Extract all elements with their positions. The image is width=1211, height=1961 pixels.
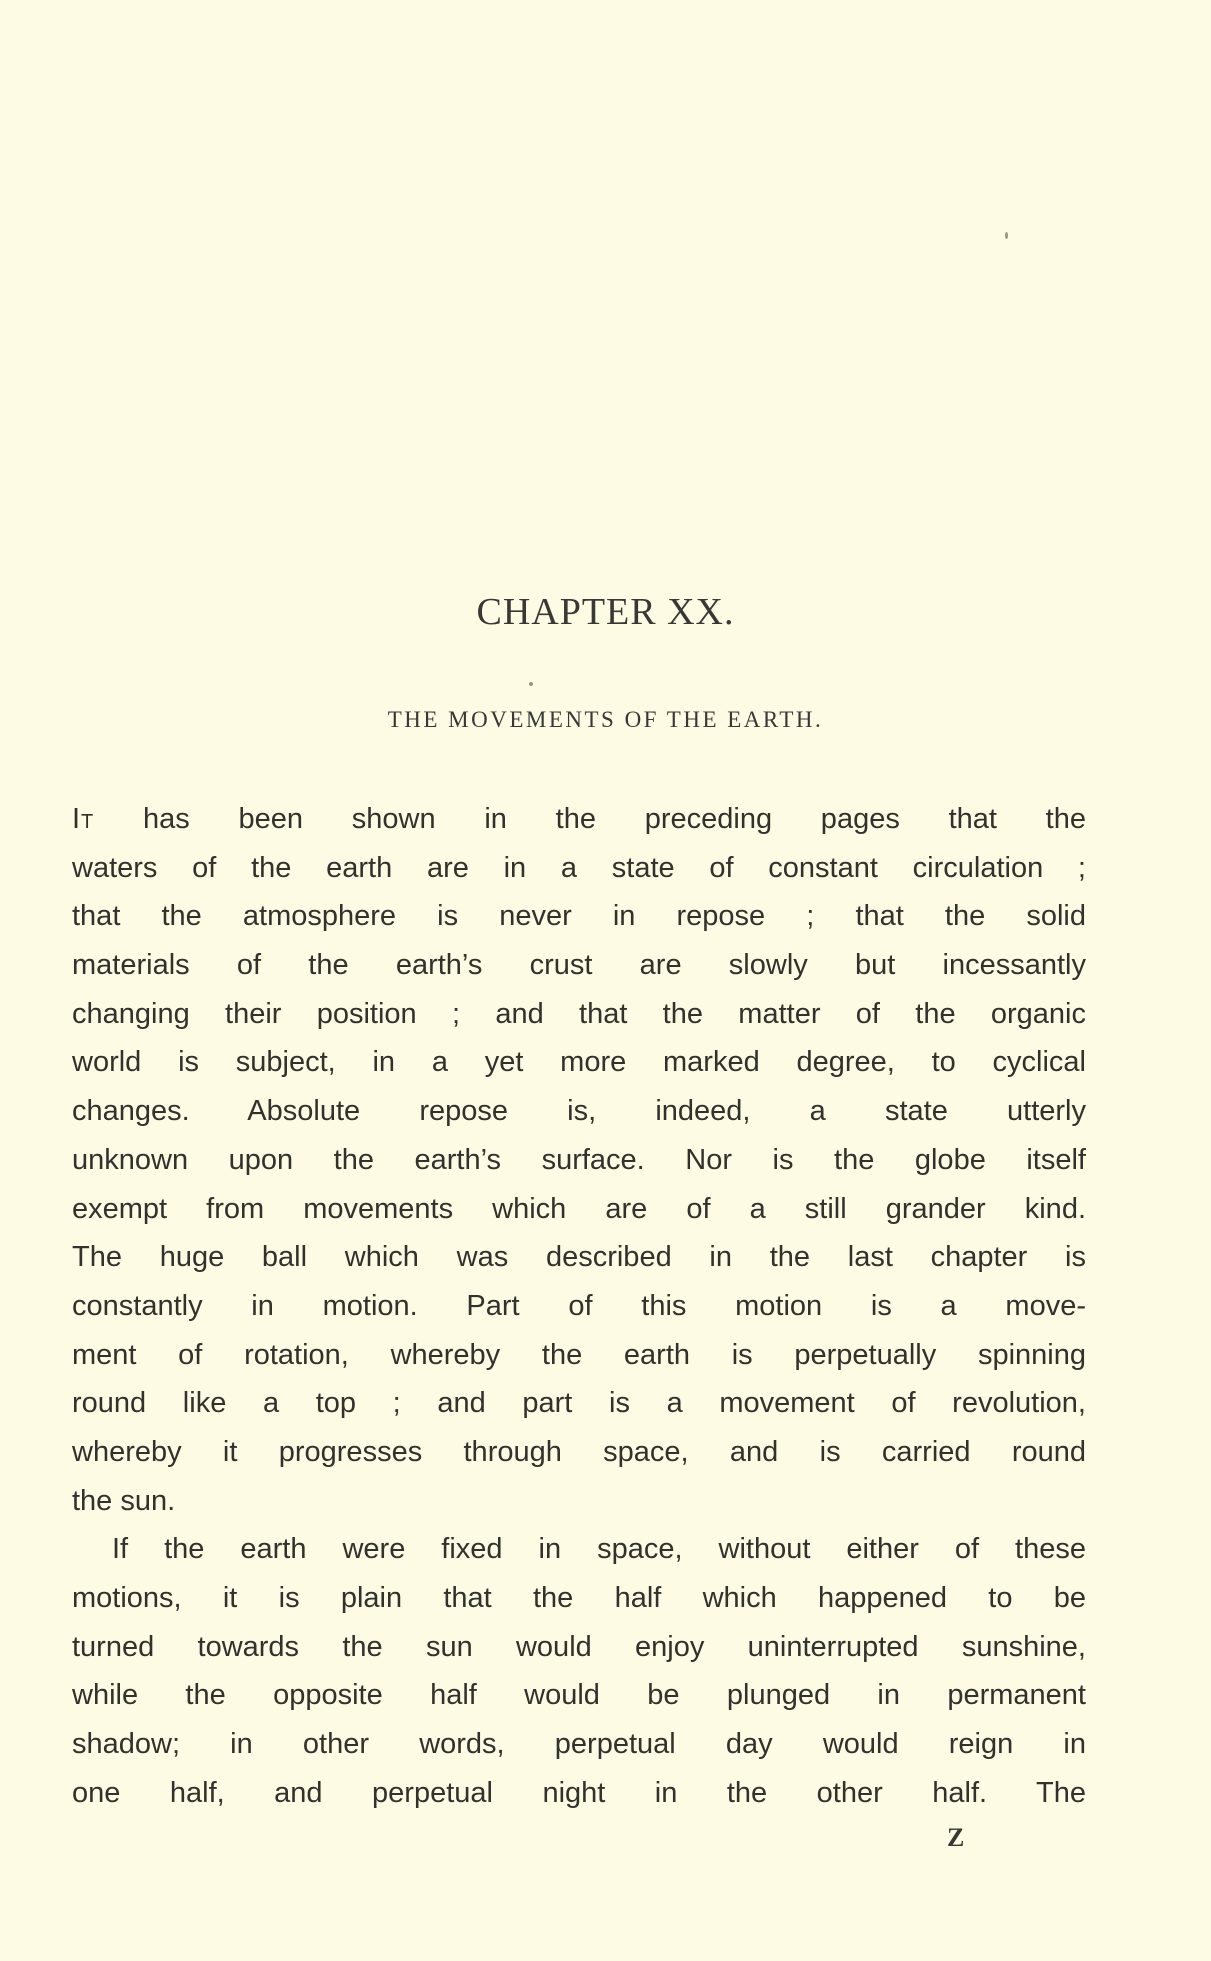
text-line: It has been shown in the preceding pages that the [72, 803, 1086, 835]
signature-mark: Z [947, 1823, 965, 1852]
paper-speck [1005, 232, 1008, 239]
text-line: changing their position ; and that the matter of the organic [72, 997, 1086, 1030]
text-line: turned towards the sun would enjoy uninterrupted sunshine, [72, 1630, 1086, 1663]
paper-speck [529, 682, 533, 686]
text-line: while the opposite half would be plunged in permanent [72, 1679, 1086, 1712]
text-line: If the earth were fixed in space, without either of these [112, 1533, 1086, 1566]
text-line: one half, and perpetual night in the other half. The [72, 1776, 1086, 1809]
text-line: round like a top ; and part is a movement of revolution, [72, 1387, 1086, 1420]
text-line: whereby it progresses through space, and is carried round [72, 1435, 1086, 1468]
body-text [72, 795, 1086, 1817]
text-line: motions, it is plain that the half which happened to be [72, 1582, 1086, 1614]
text-line: constantly in motion. Part of this motion is a move- [72, 1289, 1086, 1322]
text-line: world is subject, in a yet more marked degree, to cyclical [72, 1046, 1086, 1079]
text-line: waters of the earth are in a state of constant circulation ; [72, 851, 1086, 884]
text-line: the sun. [72, 1484, 176, 1517]
text-line: unknown upon the earth’s surface. Nor is the globe itself [72, 1143, 1086, 1176]
text-line: ment of rotation, whereby the earth is perpetually spinning [72, 1338, 1086, 1371]
text-line: shadow; in other words, perpetual day would reign in [72, 1728, 1086, 1761]
text-line: changes. Absolute repose is, indeed, a state utterly [72, 1095, 1086, 1128]
chapter-heading: CHAPTER XX. [476, 591, 735, 633]
text-line: exempt from movements which are of a still grander kind. [72, 1192, 1086, 1225]
text-line: The huge ball which was described in the last chapter is [72, 1241, 1086, 1274]
text-line: that the atmosphere is never in repose ; that the solid [72, 900, 1086, 933]
chapter-subtitle: THE MOVEMENTS OF THE EARTH. [387, 707, 824, 732]
paragraph-lead-word: It [72, 803, 95, 835]
text-line: materials of the earth’s crust are slowly but incessantly [72, 949, 1086, 982]
